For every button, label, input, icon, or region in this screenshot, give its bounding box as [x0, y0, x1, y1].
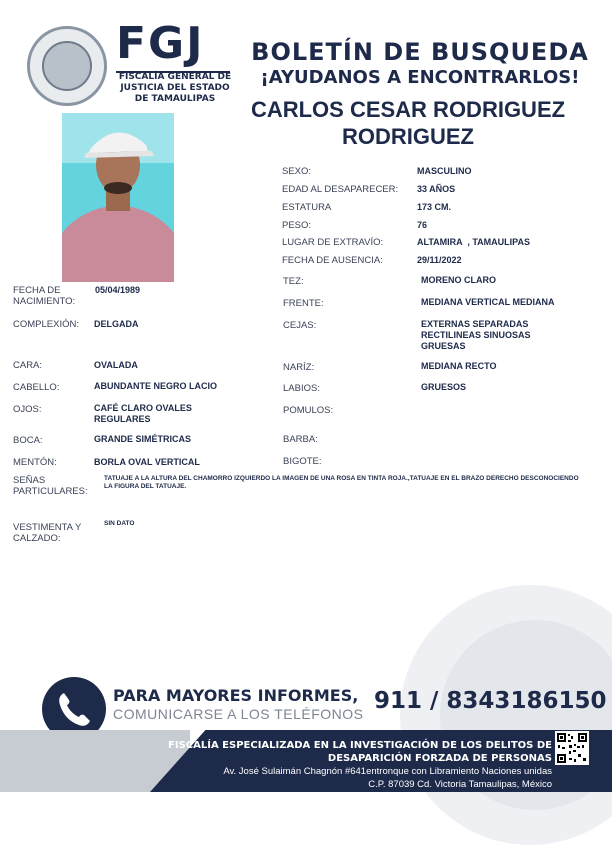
skin-value: MORENO CLARO: [421, 275, 496, 285]
sex-label: SEXO:: [282, 166, 312, 177]
bulletin-subtitle: ¡AYUDANOS A ENCONTRARLOS!: [260, 67, 580, 88]
mustache-label: BIGOTE:: [283, 456, 322, 467]
face-label: CARA:: [13, 360, 43, 371]
birthdate-value: 05/04/1989: [95, 285, 141, 295]
forehead-label: FRENTE:: [283, 298, 324, 309]
chin-value: BORLA OVAL VERTICAL: [94, 457, 200, 467]
clothing-label: VESTIMENTA Y CALZADO:: [13, 522, 82, 544]
mouth-value: GRANDE SIMÉTRICAS: [94, 434, 192, 444]
absence-date-label: FECHA DE AUSENCIA:: [282, 255, 383, 266]
complexion-value: DELGADA: [94, 319, 139, 329]
skin-label: TEZ:: [283, 276, 304, 287]
cheekbones-label: POMULOS:: [283, 405, 334, 416]
info-subtitle: COMUNICARSE A LOS TELÉFONOS: [113, 706, 364, 722]
contact-phone[interactable]: 911 / 8343186150: [374, 688, 607, 714]
location-value: ALTAMIRA , TAMAULIPAS: [417, 237, 530, 247]
eyes-value: CAFÉ CLARO OVALES REGULARES: [94, 403, 192, 424]
chin-label: MENTÓN:: [13, 457, 57, 468]
absence-date-value: 29/11/2022: [417, 255, 462, 265]
address-line-1: Av. José Sulaimán Chagnón #641entronque con Libramiento Naciones unidas: [223, 766, 552, 777]
lips-value: GRUESOS: [421, 382, 467, 392]
forehead-value: MEDIANA VERTICAL MEDIANA: [421, 297, 555, 307]
hair-value: ABUNDANTE NEGRO LACIO: [94, 381, 217, 391]
weight-value: 76: [417, 220, 428, 230]
unit-line-1: FISCALÍA ESPECIALIZADA EN LA INVESTIGACIÓN DE LOS DELITOS DE: [168, 740, 552, 751]
age-label: EDAD AL DESAPARECER:: [282, 184, 399, 195]
org-name: FISCALÍA GENERAL DE JUSTICIA DEL ESTADO DE TAMAULIPAS: [118, 72, 232, 104]
nose-value: MEDIANA RECTO: [421, 361, 497, 371]
state-seal-icon: [27, 26, 107, 106]
lips-label: LABIOS:: [283, 383, 320, 394]
person-name: CARLOS CESAR RODRIGUEZ RODRIGUEZ: [250, 97, 566, 149]
complexion-label: COMPLEXIÓN:: [13, 319, 79, 330]
eyebrows-value: EXTERNAS SEPARADAS RECTILINEAS SINUOSAS GRUESAS: [421, 319, 531, 351]
height-label: ESTATURA: [282, 202, 332, 213]
eyes-label: OJOS:: [13, 404, 42, 415]
info-title: PARA MAYORES INFORMES,: [113, 686, 359, 705]
person-photo: [62, 113, 174, 282]
unit-line-2: DESAPARICIÓN FORZADA DE PERSONAS: [327, 753, 552, 764]
location-label: LUGAR DE EXTRAVÍO:: [282, 237, 384, 248]
face-value: OVALADA: [94, 360, 138, 370]
mouth-label: BOCA:: [13, 435, 43, 446]
hair-label: CABELLO:: [13, 382, 60, 393]
qr-code-icon[interactable]: [555, 731, 589, 765]
fgj-logo: FGJ: [116, 18, 205, 69]
beard-label: BARBA:: [283, 434, 318, 445]
weight-label: PESO:: [282, 220, 312, 231]
marks-label: SEÑAS PARTICULARES:: [13, 475, 88, 497]
height-value: 173 CM.: [417, 202, 452, 212]
birthdate-label: FECHA DE NACIMIENTO:: [13, 285, 76, 307]
sex-value: MASCULINO: [417, 166, 472, 176]
eyebrows-label: CEJAS:: [283, 320, 317, 331]
nose-label: NARÍZ:: [283, 362, 315, 373]
address: [150, 765, 552, 791]
marks-value: TATUAJE A LA ALTURA DEL CHAMORRO IZQUIERDO LA IMAGEN DE UNA ROSA EN TINTA ROJA.,TATUAJE EN EL BRAZO DERECHO DESCONOCIENDO LA FIGURA DEL TATUAJE.: [104, 475, 579, 490]
clothing-value: SIN DATO: [104, 520, 135, 527]
bulletin-title: BOLETÍN DE BUSQUEDA: [251, 38, 589, 66]
unit-name: [150, 739, 552, 765]
age-value: 33 AÑOS: [417, 184, 456, 194]
address-line-2: C.P. 87039 Cd. Victoria Tamaulipas, México: [368, 779, 552, 790]
